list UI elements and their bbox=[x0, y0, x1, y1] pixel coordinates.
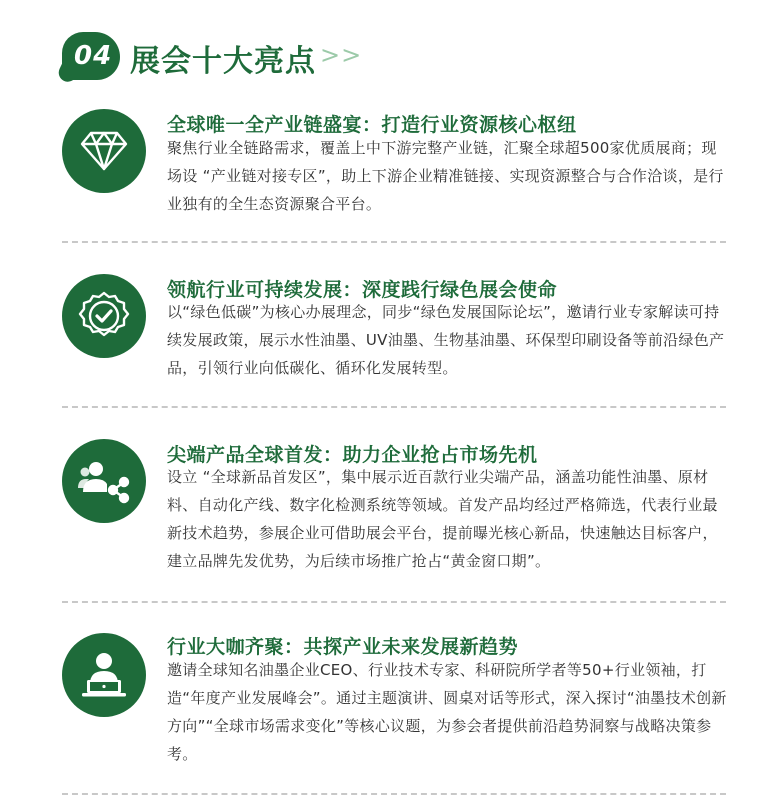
feature-description: 聚焦行业全链路需求，覆盖上中下游完整产业链，汇聚全球超500家优质展商；现场设 “产业链对接专区”，助上下游企业精准链接、实现资源整合与合作洽谈，是行业独有的全生态资源聚合平台。 bbox=[167, 139, 724, 213]
section-title: 展会十大亮点 bbox=[130, 44, 316, 79]
section-number-badge bbox=[62, 32, 120, 80]
feature-description: 设立 “全球新品首发区”，集中展示近百款行业尖端产品，涵盖功能性油墨、原材料、自动化产线、数字化检测系统等领域。首发产品均经过严格筛选，代表行业最新技术趋势，参展企业可借助展会平台，提前曝光核心新品，快速触达目标客户，建立品牌先发优势，为后续市场推广抢占“黄金窗口期”。 bbox=[167, 468, 718, 570]
diamond-icon bbox=[62, 109, 146, 193]
dashed-divider bbox=[62, 406, 726, 408]
feature-title: 全球唯一全产业链盛宴：打造行业资源核心枢纽 bbox=[167, 114, 577, 136]
feature-description: 邀请全球知名油墨企业CEO、行业技术专家、科研院所学者等50+行业领袖，打造“年度产业发展峰会”。通过主题演讲、圆桌对话等形式，深入探讨“油墨技术创新方向”“全球市场需求变化”等核心议题，为参会者提供前沿趋势洞察与战略决策参考。 bbox=[167, 661, 727, 763]
dashed-divider bbox=[62, 793, 726, 795]
users-share-icon bbox=[62, 439, 146, 523]
check-badge-icon bbox=[62, 274, 146, 358]
dashed-divider bbox=[62, 601, 726, 603]
chevron-right-icon: >> bbox=[320, 41, 363, 69]
feature-description: 以“绿色低碳”为核心办展理念，同步“绿色发展国际论坛”，邀请行业专家解读可持续发展政策，展示水性油墨、UV油墨、生物基油墨、环保型印刷设备等前沿绿色产品，引领行业向低碳化、循环化发展转型。 bbox=[167, 303, 725, 377]
section-header bbox=[60, 24, 460, 84]
section-number: 04 bbox=[74, 41, 113, 71]
speaker-laptop-icon bbox=[62, 633, 146, 717]
dashed-divider bbox=[62, 241, 726, 243]
feature-title: 领航行业可持续发展：深度践行绿色展会使命 bbox=[167, 279, 558, 301]
feature-title: 尖端产品全球首发：助力企业抢占市场先机 bbox=[167, 444, 538, 466]
feature-title: 行业大咖齐聚：共探产业未来发展新趋势 bbox=[167, 636, 519, 658]
